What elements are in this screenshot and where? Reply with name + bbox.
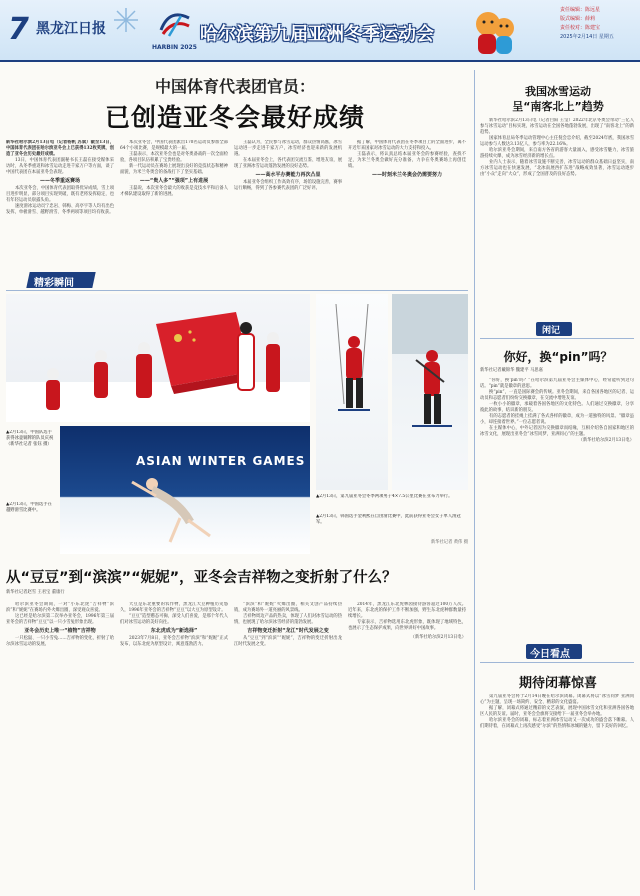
lead-subhead: ——冬季重返赛场 <box>39 178 80 184</box>
editors-box <box>560 6 636 42</box>
gallery-tag-label: 精彩瞬间 <box>34 278 74 289</box>
photo-biathlon <box>392 294 468 490</box>
gallery-rule <box>6 290 468 291</box>
lead-kicker: 中国体育代表团官员： <box>154 77 315 96</box>
mascot-tiger-icon <box>470 6 520 58</box>
photo-figure-skater <box>60 426 310 554</box>
editor-line: 版式编辑：薛莉 <box>560 16 596 22</box>
event-logo-text: HARBIN 2025 <box>152 44 197 51</box>
mascot-paragraph: 一只松鼠、一只小雪兔……吉祥物的变化，折射了哈尔滨冰雪运动的发展。 <box>6 636 114 647</box>
biathlon-illustration <box>392 294 468 490</box>
closing-paragraph: 哈尔滨亚冬会的闭幕，标志着亚洲冰雪运动又一次成功的盛会落下帷幕。人们期待着，在闭幕式上再次感受“尔滨”的热情和冰城的魅力，留下美好的回忆。 <box>480 718 634 729</box>
pin-paragraph: 换“pin”，一直是国际赛会的传统。亚冬会期间，来自各国各地区的记者、运动员和志愿者们纷纷交换徽章，在交流中增进友谊。 <box>480 390 634 401</box>
skier-illustration <box>316 294 388 490</box>
mascot-paragraph: 大豆是东北重要的农作物，黑龙江大豆种植历史悠久，1996年亚冬会的吉祥物“豆豆”以大豆为原型设计。 <box>120 602 228 613</box>
pin-paragraph: “你好，换‘pin’吗？”在哈尔滨第九届亚冬会主媒体中心，经常能听到这句话。“pin”就是徽章的意思。 <box>480 378 634 389</box>
mascot-subhead: 亚冬会历史上唯一“植物”吉祥物 <box>24 628 96 634</box>
editor-line: 责任编辑：陈远星 <box>560 7 601 13</box>
rink-banner-text: ASIAN WINTER GAMES <box>136 454 306 468</box>
pin-endnote: （新华社哈尔滨2月13日电） <box>578 438 634 443</box>
lead-paragraph: 据了解，中国体育代表团在冬季项目上的全面进步，离不开近年来国家对冰雪运动的大力支持和投入。 <box>348 140 466 151</box>
editor-line: 责任校对：陈建宝 <box>560 25 601 31</box>
lead-subhead: ——“贵人多”“强项”上有进展 <box>139 178 209 184</box>
right-article-body <box>480 118 634 314</box>
right-rule <box>480 338 634 339</box>
right-paragraph: 哈尔滨亚冬会期间，来自南方各省的游客大量涌入，感受冰雪魅力，冰雪旅游持续火爆，成为冰雪经济新的增长点。 <box>480 148 634 159</box>
lead-column-3 <box>234 140 342 266</box>
mascot-subhead: 吉祥物变迁折射“龙江”时代发展之变 <box>247 628 329 634</box>
mascot-endnote: （新华社哈尔滨2月13日电） <box>410 635 466 640</box>
caption-skier: ▲2月13日，中国选手在越野滑雪比赛中。 <box>6 502 52 513</box>
snowflake-icon <box>112 6 140 34</box>
lead-paragraph: 13日，中国体育代表团副秘书长王磊在接受媒体采访时，从冬季重返和冰雪运动走进千家万户等方面，谈了中国代表团在本届亚冬会表现。 <box>6 158 114 175</box>
mascot-paragraph: 哈尔滨亚冬会期间，一对“小东北虎”吉祥物“滨滨”和“妮妮”在赛场内外火爆出圈，深受观众喜爱。 <box>6 602 114 613</box>
lead-column-4 <box>348 140 466 266</box>
pin-paragraph: 一枚小小的徽章，承载着各国各地区的文化特色。人们通过交换徽章，分享彼此的故事，结识新的朋友。 <box>480 402 634 413</box>
right-article-title: 我国冰雪运动 呈“南客北上”趋势 <box>512 85 604 113</box>
mascot-paragraph: 吉祥物周边产品的热卖，体现了人们对冰雪运动的热情，也展现了哈尔滨冰雪经济的蓬勃发展。 <box>234 614 342 625</box>
banner-title: 哈尔滨第九届亚洲冬季运动会 <box>200 24 434 45</box>
photo-credit: 新华社记者 黄伟 摄 <box>430 540 468 545</box>
pin-paragraph: 有的志愿者的挂绳上挂满了各式各样的徽章，成为一道独特的风景。“徽章虽小，却连接着世界。”一位志愿者说。 <box>480 414 634 425</box>
closing-paragraph: 据了解，闭幕式将通过精彩的文艺表演，展现中国冰雪文化和亚洲各国各地区人民的友谊。届时，亚冬会会旗将交接给下一届亚冬会举办地。 <box>480 706 634 717</box>
lead-column-1 <box>6 140 114 266</box>
mascot-column-4 <box>348 602 466 890</box>
right-divider <box>474 70 475 890</box>
closing-paragraph: 第九届亚冬会将于2月14日晚在哈尔滨闭幕。闭幕式将以“冰雪同梦 亚洲同心”为主题，呈现一场简约、安全、精彩的文化盛宴。 <box>480 694 634 705</box>
right-paragraph: 新华社哈尔滨2月13日电（记者白阳 王莹）2022年北京冬奥会带动“三亿人参与冰雪运动”目标实现，冰雪运动在全国各地蓬勃发展，出现了“南客北上”的新趋势。 <box>480 118 634 135</box>
today-tag-label: 今日看点 <box>530 649 570 660</box>
lead-column-2 <box>120 140 228 266</box>
lead-paragraph: 新华社哈尔滨2月13日电（记者杨帆 苏斌）截至13日，中国体育代表团在哈尔滨亚冬会上已获得132枚奖牌，创造了亚冬会历史最好成绩。 <box>6 140 114 157</box>
pin-paragraph: 在主媒体中心，中外记者因为交换徽章而结缘，互相介绍各自国家和地区的冰雪文化，展现出亚冬会“冰雪同梦，亚洲同心”的主题。 <box>480 426 634 437</box>
flag-celebration-illustration <box>6 294 310 422</box>
caption-biathlon: ▲2月13日，第九届亚冬会冬季两项男子4×7.5公里比赛在亚布力举行。 <box>316 494 453 499</box>
mascot-column-3 <box>234 602 342 890</box>
mascot-paragraph: 2023年7月8日，亚冬会吉祥物“滨滨”和“妮妮”正式发布，以东北虎为原型设计，寓意蓬勃活力。 <box>120 636 228 647</box>
lead-paragraph: 王磊表示，本次亚冬会也是对冬奥备战的一次全面检验，各项目队伍积累了宝贵经验。 <box>120 152 228 163</box>
harbin-2025-logo-icon <box>155 8 195 42</box>
issue-date: 2025年2月14日 星期五 <box>560 34 614 40</box>
masthead <box>0 0 640 62</box>
mascot-paragraph: 从“豆豆”到“滨滨”“妮妮”，吉祥物的变迁折射出龙江时代发展之变。 <box>234 636 342 647</box>
lead-paragraph: 在本届亚冬会上，各代表团交流互鉴、增进友谊，展现了亚洲冰雪运动蓬勃发展的良好态势。 <box>234 158 342 169</box>
lead-paragraph: 王磊认为，全民参与冰雪运动，群众热情高涨，冰雪运动进一步走进千家万户，冰雪经济也迎来新的发展机遇。 <box>234 140 342 157</box>
photo-flag-celebration <box>6 294 310 422</box>
lead-byline-note: ——时刻米兰冬奥会仍需要努力 <box>371 172 442 178</box>
mascot-column-1 <box>6 602 114 890</box>
lead-paragraph: 新一代运动员在赛场上展现出良好的竞技状态和精神面貌，为米兰冬奥会的备战打下了坚实基础。 <box>120 164 228 175</box>
right-paragraph: 业内人士表示，随着冰雪设施不断完善，冰雪运动的群众基础日益坚实，南方冰雪运动也在快速发展，“北冰南展西扩东进”战略成效显著，冰雪运动逐步由“小众”走向“大众”，形成了全国普及的良好态势。 <box>480 160 634 177</box>
mascot-subhead: 东北虎成为“新选择” <box>150 628 198 634</box>
lead-paragraph: 王磊说，本次亚冬会最大的收获是竞技水平和后备人才梯队建设取得了新的进展。 <box>120 186 228 197</box>
mascot-byline: 新华社记者赵雪 王君宝 董康行 <box>6 590 65 595</box>
lead-headline: 已创造亚冬会最好成绩 <box>104 103 365 132</box>
caption-skater: ▲2月13日，韩国选手金利熙在自由滑比赛中，此前获得亚冬会女子单人滑冠军。 <box>316 514 461 525</box>
mascot-headline: 从“豆豆”到“滨滨”“妮妮”，亚冬会吉祥物之变折射了什么？ <box>6 570 397 586</box>
page-number: 7 <box>8 12 29 47</box>
paper-name: 黑龙江日报 <box>36 21 106 37</box>
lead-paragraph: 本届亚冬会组织工作高效有序，场馆设施完善，赛事运行顺畅，得到了各参赛代表团的广泛好评。 <box>234 180 342 191</box>
lead-paragraph: 王磊表示，将认真总结本届亚冬会的参赛经验，查找不足，为米兰冬奥会做好充分准备，力争在冬奥赛场上再创佳绩。 <box>348 152 466 169</box>
lead-paragraph: 速度滑冰运动员宁忠岩、韩梅、高亭宇等人均有出色发挥，单板滑雪、越野滑雪、冬季两项等项目均有收获。 <box>6 204 114 215</box>
closing-article-title: 期待闭幕惊喜 <box>518 676 597 691</box>
mascot-paragraph: “豆豆”造型憨态可掬，深受人们喜爱，是那个年代人们对冰雪运动的美好向往。 <box>120 614 228 625</box>
mascot-paragraph: 专家表示，吉祥物选用东北虎形象，既体现了地域特色，也展示了生态保护成果，向世界讲好中国故事。 <box>348 620 466 631</box>
mascot-paragraph: 2014年，黑龙江东北虎林园接待游客超过100万人次。近年来，东北虎的保护工作不断加强，野生东北虎种群数量持续增长。 <box>348 602 466 619</box>
pin-article-title: 你好，换“pin”吗？ <box>503 350 613 364</box>
lead-subhead: ——高水平办赛能力再次凸显 <box>255 172 321 178</box>
caption-flag: ▲2月13日，中国队选手获得冰壶铜牌的队员庆祝（新华社记者 张钰 摄） <box>6 430 54 447</box>
figure-skater-illustration <box>60 426 310 554</box>
pin-article-byline: 新华社记者戴锦华 魏建平 马思嘉 <box>480 368 543 373</box>
mascot-column-2 <box>120 602 228 890</box>
pin-article-body <box>480 378 634 632</box>
closing-article-body <box>480 694 634 890</box>
right-tag-label: 闲记 <box>542 326 561 336</box>
mascot-paragraph: 这已经是哈尔滨第二次举办亚冬会，1996年第三届亚冬会的吉祥物“豆豆”以一只小雪兔形象出现。 <box>6 614 114 625</box>
right-paragraph: 国家体育总局冬季运动管理中心主任倪会忠介绍，截至2024年底，我国冰雪运动参与人数达3.13亿人，参与率为22.16%。 <box>480 136 634 147</box>
lead-paragraph: 本次亚冬会，中国体育代表团取得优异成绩，雪上项目进步明显，部分项目实现突破，既有老将发挥稳定，也有年轻运动员崭露头角。 <box>6 186 114 203</box>
lead-paragraph: 本次亚冬会，中国代表团派出170名运动员参加全部64个小项比赛，是规模最大的一届。 <box>120 140 228 151</box>
today-rule <box>480 662 634 663</box>
mascot-paragraph: “滨滨”和“妮妮”火爆出圈，相关文创产品持续热销，成为赛场外一道亮丽的风景线。 <box>234 602 342 613</box>
photo-skier <box>316 294 388 490</box>
